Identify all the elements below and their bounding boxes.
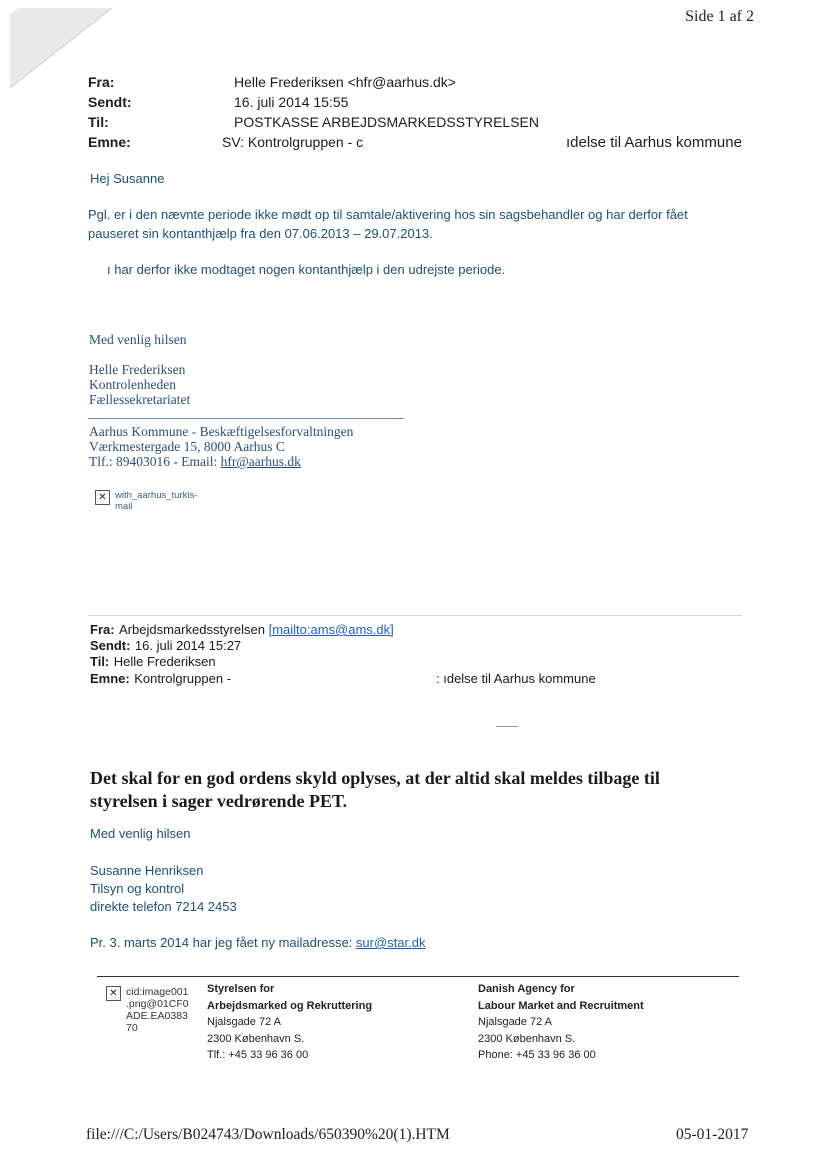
footer-image-caption-1: cid:image001	[126, 986, 189, 998]
new-email-prefix: Pr. 3. marts 2014 har jeg fået ny mailadresse:	[90, 935, 356, 950]
fwd-to-label: Til:	[90, 654, 110, 669]
to-label: Til:	[88, 114, 109, 130]
image-caption-2: mail	[115, 501, 133, 512]
da-city: 2300 København S.	[207, 1032, 305, 1045]
footer-image-caption-3: ADE.EA0383	[126, 1010, 188, 1022]
da-street: Njalsgade 72 A	[207, 1016, 281, 1028]
greeting: Hej Susanne	[90, 171, 165, 186]
footer-image-caption-4: 70	[126, 1022, 138, 1034]
message-separator	[88, 615, 742, 616]
statement-line1: Det skal for en god ordens skyld oplyses, at der altid skal meldes tilbage til	[90, 768, 660, 788]
fwd-from-label: Fra:	[90, 622, 115, 637]
print-file-path: file:///C:/Users/B024743/Downloads/650390%20(1).HTM	[86, 1126, 450, 1143]
original-direct-phone: direkte telefon 7214 2453	[90, 899, 237, 914]
fwd-to-value: Helle Frederiksen	[113, 654, 216, 669]
da-phone: Tlf.: +45 33 96 36 00	[207, 1049, 309, 1061]
subject-value-right: ıdelse til Aarhus kommune	[566, 134, 742, 151]
to-value: POSTKASSE ARBEJDSMARKEDSSTYRELSEN	[234, 114, 539, 130]
from-label: Fra:	[88, 74, 115, 90]
sent-value: 16. juli 2014 15:55	[234, 94, 349, 110]
subject-value-left: SV: Kontrolgruppen - c	[222, 134, 364, 150]
fwd-subject-label: Emne:	[90, 671, 130, 686]
sent-label: Sendt:	[88, 94, 132, 110]
page-number: Side 1 af 2	[685, 8, 754, 25]
new-email-link[interactable]: sur@star.dk	[355, 935, 426, 950]
signature-dept: Fællessekretariatet	[89, 392, 191, 407]
en-name-2: Labour Market and Recruitment	[478, 999, 644, 1012]
footer-english-block	[478, 981, 644, 1064]
fwd-subject-row	[90, 670, 231, 688]
fwd-subject-value-right: : ıdelse til Aarhus kommune	[436, 671, 596, 686]
original-unit: Tilsyn og kontrol	[90, 881, 185, 896]
en-city: 2300 København S.	[478, 1032, 576, 1045]
footer-image-caption-2: .png@01CF0	[126, 998, 189, 1010]
reply-para1-line1: Pgl. er i den nævnte periode ikke mødt op til samtale/aktivering hos sin sagsbehandler og har derfor fået	[88, 207, 688, 222]
da-name-2: Arbejdsmarked og Rekruttering	[207, 999, 373, 1012]
phone-email-prefix: Tlf.: 89403016 - Email:	[89, 454, 221, 469]
signature-address: Værkmestergade 15, 8000 Aarhus C	[89, 439, 285, 454]
fwd-to-row	[90, 653, 216, 671]
en-phone: Phone: +45 33 96 36 00	[478, 1049, 596, 1061]
new-email-notice	[90, 934, 425, 953]
image-caption-1: with_aarhus_turkis-	[115, 490, 198, 501]
statement-line2: styrelsen i sager vedrørende PET.	[90, 791, 348, 811]
original-name: Susanne Henriksen	[90, 863, 204, 878]
fwd-sent-value: 16. juli 2014 15:27	[134, 638, 242, 653]
da-name-1: Styrelsen for	[207, 983, 275, 995]
email-link[interactable]: hfr@aarhus.dk	[220, 454, 301, 469]
signature-unit: Kontrolenheden	[89, 377, 176, 392]
footer-danish-block	[207, 981, 372, 1064]
broken-image-icon: ✕	[106, 986, 121, 1001]
from-value: Helle Frederiksen <hfr@aarhus.dk>	[234, 74, 456, 90]
fwd-mailto-link[interactable]: [mailto:ams@ams.dk]	[268, 622, 394, 637]
footer-rule	[97, 976, 739, 977]
fwd-sent-label: Sendt:	[90, 638, 131, 653]
fwd-from-value: Arbejdsmarkedsstyrelsen	[119, 622, 269, 637]
broken-image-placeholder	[95, 490, 197, 512]
reply-para2: ı har derfor ikke modtaget nogen kontanthjælp i den udrejste periode.	[107, 262, 506, 277]
en-name-1: Danish Agency for	[478, 983, 575, 995]
subject-label: Emne:	[88, 134, 131, 150]
original-closing: Med venlig hilsen	[90, 826, 191, 841]
print-date: 05-01-2017	[676, 1126, 749, 1143]
broken-image-icon: ✕	[95, 490, 110, 505]
reply-para1-line2: pauseret sin kontanthjælp fra den 07.06.2013 – 29.07.2013.	[88, 226, 433, 241]
reply-closing: Med venlig hilsen	[89, 332, 187, 347]
signature-name: Helle Frederiksen	[89, 362, 186, 377]
footer-broken-image	[106, 986, 189, 1034]
signature-org: Aarhus Kommune - Beskæftigelsesforvaltningen	[89, 424, 354, 439]
fwd-subject-value-left: Kontrolgruppen -	[134, 671, 232, 686]
signature-divider	[88, 418, 404, 419]
scan-mark	[496, 726, 518, 727]
en-street: Njalsgade 72 A	[478, 1016, 552, 1028]
signature-contact	[89, 454, 301, 469]
